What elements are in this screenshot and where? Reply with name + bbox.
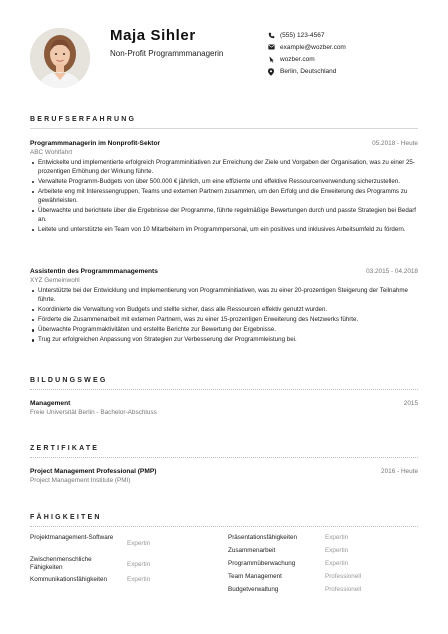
certificate-entry (30, 468, 418, 484)
job-bullets (30, 159, 418, 235)
contact-email (268, 41, 346, 53)
section-title-skills: FÄHIGKEITEN (30, 514, 102, 521)
job-date: 05.2018 - Heute (372, 140, 418, 147)
skill-name: Budgetverwaltung (228, 586, 279, 593)
contact-website-text[interactable]: wozber.com (280, 55, 315, 63)
list-item: Arbeitete eng mit Interessengruppen, Teams und externen Partnern zusammen, um den Erfolg und die Erweiterung des Programms zu gewährleisten. (30, 188, 418, 206)
job-entry (30, 140, 418, 236)
candidate-role: Non-Profit Programmmanagerin (110, 49, 224, 58)
skill-level: Expertin (325, 547, 349, 554)
list-item: Förderte die Zusammenarbeit mit externen Partnern, was zu einer 15-prozentigen Erweiterung des Netzwerks führte. (30, 316, 418, 325)
job-title: Programmmanagerin im Nonprofit-Sektor (30, 140, 161, 147)
skill-name: Präsentationsfähigkeiten (228, 534, 297, 541)
skill-level: Expertin (127, 561, 151, 568)
skills-column-left (30, 534, 220, 589)
skill-item (228, 573, 418, 586)
skill-name: Programmüberwachung (228, 560, 296, 567)
list-item: Koordinierte die Verwaltung von Budgets und stellte sicher, dass alle Ressourcen effektiv genutzt wurden. (30, 306, 418, 315)
certificate-title: Project Management Professional (PMP) (30, 468, 157, 475)
list-item: Entwickelte und implementierte erfolgreich Programminitiativen zur Erreichung der Ziele und Vorgaben der Organisation, was zu einer 25-prozentigen Erhöhung der Wirkung führte. (30, 159, 418, 177)
skill-name: Zwischenmenschliche Fähigkeiten (30, 556, 92, 571)
education-subtitle: Freie Universität Berlin - Bachelor-Abschluss (30, 409, 157, 416)
skill-level: Expertin (127, 540, 151, 547)
contact-list (268, 29, 346, 78)
certificate-date: 2016 - Heute (381, 468, 418, 475)
section-title-experience: BERUFSERFAHRUNG (30, 116, 137, 123)
contact-website (268, 53, 346, 65)
skill-name: Zusammenarbeit (228, 547, 276, 554)
skill-item (228, 547, 418, 560)
skill-name: Kommunikationsfähigkeiten (30, 576, 108, 583)
skill-level: Expertin (127, 576, 151, 583)
job-company: XYZ Gemeinwohl (30, 277, 80, 284)
skill-level: Expertin (325, 560, 349, 567)
skill-item (228, 534, 418, 547)
skill-name: Team Management (228, 573, 282, 580)
job-entry (30, 268, 418, 346)
skill-item (30, 576, 220, 589)
envelope-icon (268, 44, 280, 50)
profile-photo-illustration (30, 28, 90, 88)
candidate-name: Maja Sihler (110, 27, 196, 44)
job-date: 03.2015 - 04.2018 (366, 268, 418, 275)
list-item: Verwaltete Programm-Budgets von über 500.000 € jährlich, um eine effiziente und effektive Ressourcenverwendung sicherzustellen. (30, 178, 418, 187)
section-title-certificates: ZERTIFIKATE (30, 445, 100, 452)
education-title: Management (30, 400, 71, 407)
list-item: Unterstützte bei der Entwicklung und Implementierung von Programminitiativen, was zu einer 20-prozentigen Steigerung der Teilnahme führte. (30, 287, 418, 305)
skill-level: Expertin (325, 534, 349, 541)
profile-photo (30, 28, 90, 88)
section-title-education: BILDUNGSWEG (30, 377, 108, 384)
section-divider (30, 457, 418, 458)
skill-level: Professionell (325, 573, 362, 580)
list-item: Trug zur erfolgreichen Anpassung von Strategien zur Verbesserung der Programmleistung bei. (30, 336, 418, 345)
list-item: Überwachte und berichtete über die Ergebnisse der Programme, führte regelmäßige Bewertungen durch und passte Strategien bei Bedarf an. (30, 207, 418, 225)
contact-phone (268, 29, 346, 41)
list-item: Leitete und unterstützte ein Team von 10 Mitarbeitern im Programmpersonal, um ein positives und inklusives Arbeitsumfeld zu fördern. (30, 226, 418, 235)
contact-email-text[interactable]: example@wozber.com (280, 43, 346, 51)
job-company: ABC Wohlfahrt (30, 149, 73, 156)
skill-level: Professionell (325, 586, 362, 593)
contact-phone-text[interactable]: (555) 123-4567 (280, 31, 325, 39)
skill-item (30, 556, 220, 576)
section-divider (30, 389, 418, 390)
contact-location (268, 66, 346, 78)
link-icon (268, 56, 280, 63)
skills-column-right (228, 534, 418, 599)
education-entry (30, 400, 418, 416)
resume-header (0, 0, 448, 100)
skill-item (228, 560, 418, 573)
map-pin-icon (268, 68, 280, 76)
phone-icon (268, 32, 280, 39)
section-divider (30, 128, 418, 129)
job-bullets (30, 287, 418, 345)
skill-name: Projektmanagement-Software (30, 534, 114, 541)
certificate-issuer: Project Management Institute (PMI) (30, 477, 131, 484)
skill-item (228, 586, 418, 599)
skill-item (30, 534, 220, 556)
job-title: Assistentin des Programmmanagements (30, 268, 158, 275)
list-item: Überwachte Programmaktivitäten und erstellte Berichte zur Bewertung der Ergebnisse. (30, 326, 418, 335)
contact-location-text: Berlin, Deutschland (280, 68, 337, 76)
section-divider (30, 526, 418, 527)
education-date: 2015 (403, 400, 418, 407)
